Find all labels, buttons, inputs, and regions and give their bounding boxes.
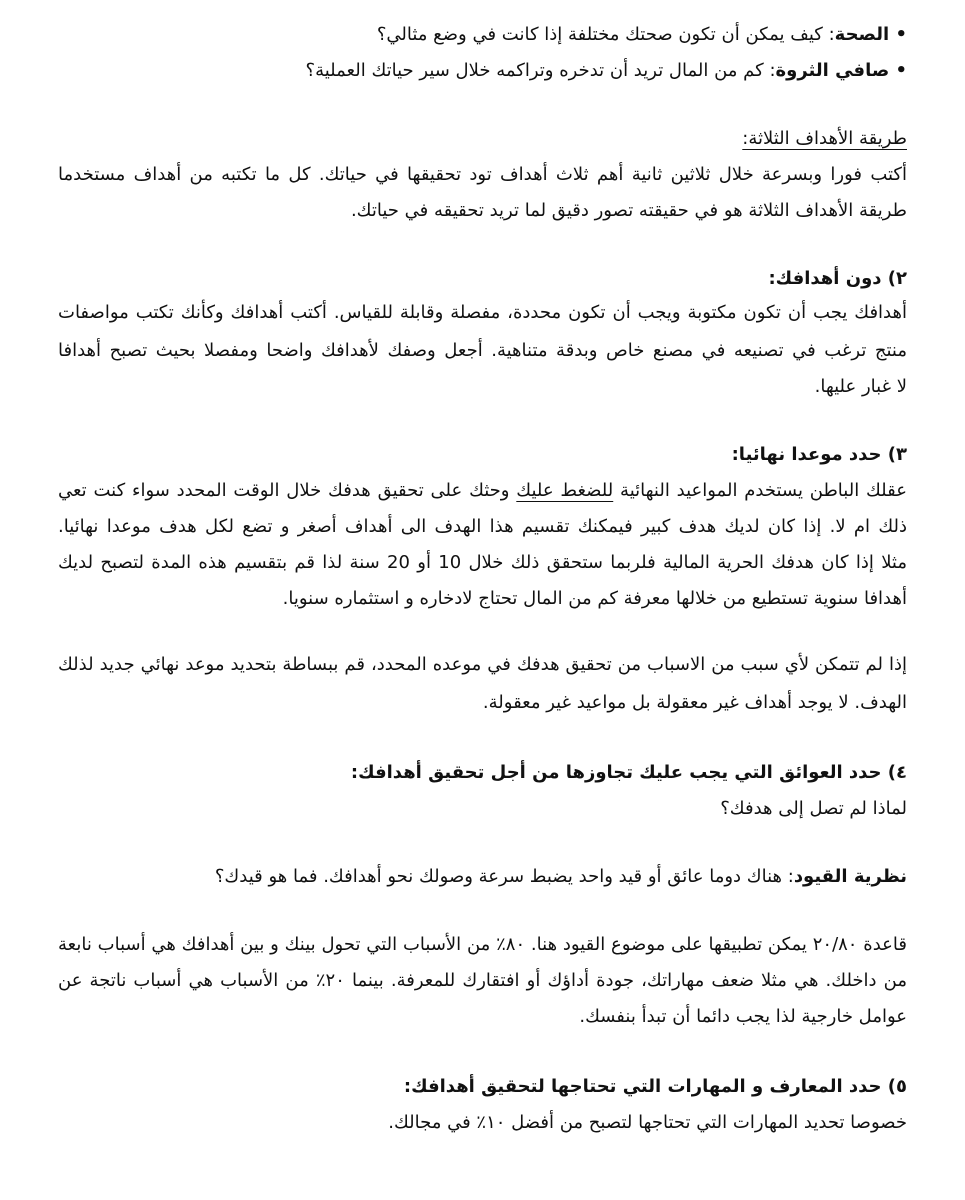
- paragraph-line: قاعدة ٢٠/٨٠ يمكن تطبيقها على موضوع القيود هنا. ٨٠٪ من الأسباب التي تحول بينك و بين أهدافك هي أسباب نابعة: [58, 934, 907, 955]
- underlined-phrase: للضغط عليك: [516, 480, 614, 501]
- paragraph-line: ذلك ام لا. إذا كان لديك هدف كبير فيمكنك تقسيم هذا الهدف الى أهداف أصغر و تضع لكل هدف موعدا نهائيا.: [58, 516, 907, 537]
- paragraph-line: من داخلك. هي مثلا ضعف مهاراتك، جودة أداؤك أو افتقارك للمعرفة. بينما ٢٠٪ من الأسباب هي أسباب ناتجة عن: [58, 970, 907, 991]
- paragraph-line: طريقة الأهداف الثلاثة هو في حقيقته تصور دقيق لما تريد تحقيقه في حياتك.: [350, 200, 907, 221]
- section-heading: ٣) حدد موعدا نهائيا:: [731, 444, 907, 465]
- paragraph-line: منتج ترغب في تصنيعه في مصنع خاص وبدقة متناهية. أجعل وصفك لأهدافك واضحا ومفصلا بحيث تصبح أهدافا: [58, 340, 907, 361]
- paragraph-line: الهدف. لا يوجد أهداف غير معقولة بل مواعيد غير معقولة.: [482, 692, 907, 713]
- paragraph-line: عوامل خارجية لذا يجب دائما أن تبدأ بنفسك.: [579, 1006, 907, 1027]
- bullet-net-worth: [58, 56, 907, 86]
- three-goals-title: طريقة الأهداف الثلاثة:: [742, 128, 907, 149]
- paragraph-line: عقلك الباطن يستخدم المواعيد النهائية للضغط عليك وحثك على تحقيق هدفك خلال الوقت المحدد سواء كنت تعي: [58, 480, 907, 501]
- paragraph-line: أهدافك يجب أن تكون مكتوبة ويجب أن تكون محددة، مفصلة وقابلة للقياس. أكتب أهدافك وكأنك تكتب مواصفات: [58, 302, 907, 323]
- bullet-term: • صافي الثروة: [775, 60, 907, 81]
- bullet-health: [58, 20, 907, 50]
- question-line: لماذا لم تصل إلى هدفك؟: [720, 798, 907, 819]
- constraints-term: نظرية القيود: [793, 866, 907, 887]
- constraints-line: [58, 862, 907, 892]
- paragraph-line: أهدافا سنوية تستطيع من خلالها معرفة كم من المال تحتاج لادخاره و استثماره سنويا.: [282, 588, 907, 609]
- paragraph-line: لا غبار عليها.: [814, 376, 907, 397]
- paragraph-line: أكتب فورا وبسرعة خلال ثلاثين ثانية أهم ثلاث أهداف تود تحقيقها في حياتك. كل ما تكتبه من أهداف مستخدما: [58, 164, 907, 185]
- section-heading: ٥) حدد المعارف و المهارات التي تحتاجها لتحقيق أهدافك:: [403, 1076, 907, 1097]
- paragraph-line: مثلا إذا كان هدفك الحرية المالية فلربما ستحقق ذلك خلال 10 أو 20 سنة لذا قم بتقسيم هذه المدة لتصبح لديك: [58, 552, 908, 573]
- bullet-term: • الصحة: [834, 24, 907, 45]
- paragraph-line: خصوصا تحديد المهارات التي تحتاجها لتصبح من أفضل ١٠٪ في مجالك.: [388, 1112, 907, 1133]
- paragraph-line: إذا لم تتمكن لأي سبب من الاسباب من تحقيق هدفك في موعده المحدد، قم ببساطة بتحديد موعد نهائي جديد لذلك: [58, 654, 907, 675]
- section-heading: ٢) دون أهدافك:: [768, 268, 907, 289]
- section-heading: ٤) حدد العوائق التي يجب عليك تجاوزها من أجل تحقيق أهدافك:: [350, 762, 907, 783]
- constraints-text: : هناك دوما عائق أو قيد واحد يضبط سرعة وصولك نحو أهدافك. فما هو قيدك؟: [214, 866, 794, 887]
- bullet-text: : كم من المال تريد أن تدخره وتراكمه خلال سير حياتك العملية؟: [305, 60, 776, 81]
- bullet-text: : كيف يمكن أن تكون صحتك مختلفة إذا كانت في وضع مثالي؟: [376, 24, 835, 45]
